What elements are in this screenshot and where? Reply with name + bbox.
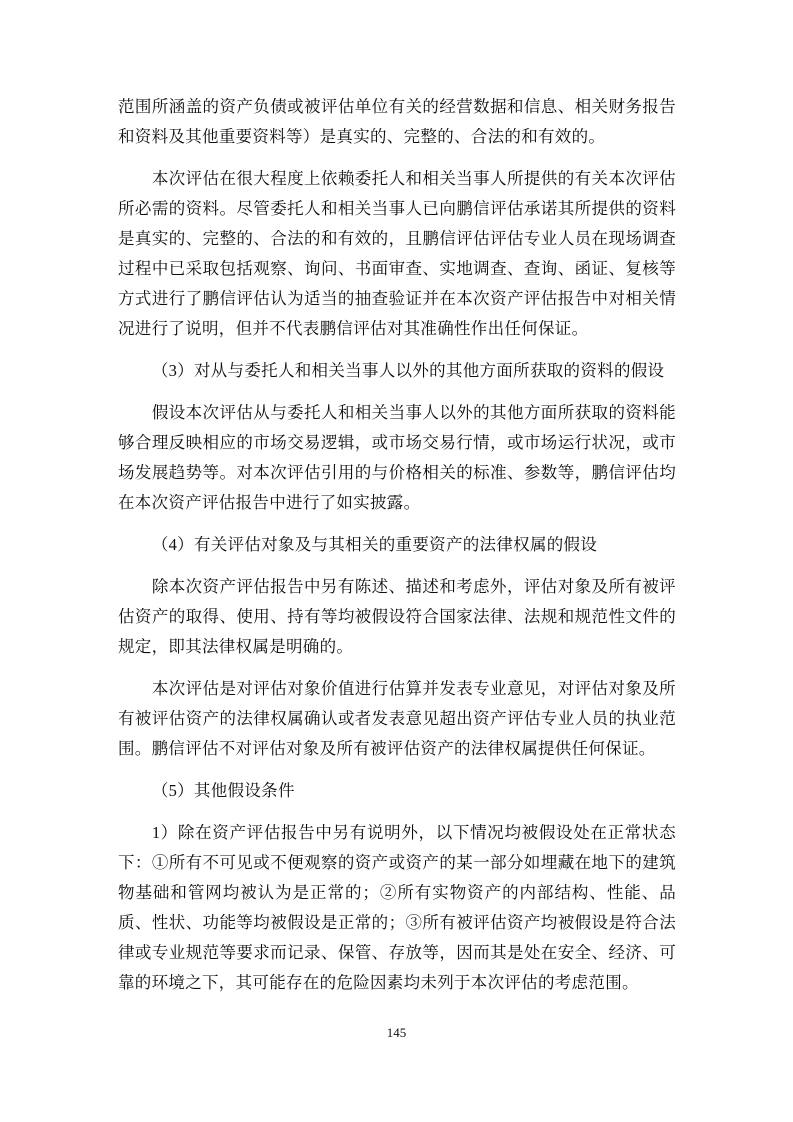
section-heading-3: （3）对从与委托人和相关当事人以外的其他方面所获取的资料的假设: [151, 361, 665, 380]
paragraph-other-assumptions: 1）除在资产评估报告中另有说明外，以下情况均被假设处在正常状态下：①所有不可见或不便观察的资产或资产的某一部分如埋藏在地下的建筑物基础和管网均被认为是正常的；②所有实物资产的内部结构、性能、品质、性状、功能等均被假设是正常的；③所有被评估资产均被假设是符合法律或专业规范等要求而记录、保管、存放等，因而其是处在安全、经济、可靠的环境之下，其可能存在的危险因素均未列于本次评估的考虑范围。: [118, 823, 676, 992]
document-body: [118, 92, 676, 998]
page-number: 145: [386, 1025, 407, 1040]
paragraph-continuation: 范围所涵盖的资产负债或被评估单位有关的经营数据和信息、相关财务报告和资料及其他重要资料等）是真实的、完整的、合法的和有效的。: [118, 97, 676, 146]
paragraph-legal-ownership-assumption: 除本次资产评估报告中另有陈述、描述和考虑外，评估对象及所有被评估资产的取得、使用、持有等均被假设符合国家法律、法规和规范性文件的规定，即其法律权属是明确的。: [118, 577, 676, 656]
page-footer: [0, 1024, 793, 1042]
paragraph-reliance-on-materials: 本次评估在很大程度上依赖委托人和相关当事人所提供的有关本次评估所必需的资料。尽管委托人和相关当事人已向鹏信评估承诺其所提供的资料是真实的、完整的、合法的和有效的，且鹏信评估评估专业人员在现场调查过程中已采取包括观察、询问、书面审查、实地调查、查询、函证、复核等方式进行了鹏信评估认为适当的抽查验证并在本次资产评估报告中对相关情况进行了说明，但并不代表鹏信评估对其准确性作出任何保证。: [118, 169, 676, 338]
section-heading-4: （4）有关评估对象及与其相关的重要资产的法律权属的假设: [151, 535, 598, 554]
paragraph-legal-ownership-disclaimer: 本次评估是对评估对象价值进行估算并发表专业意见，对评估对象及所有被评估资产的法律权属确认或者发表意见超出资产评估专业人员的执业范围。鹏信评估不对评估对象及所有被评估资产的法律权属提供任何保证。: [118, 679, 676, 758]
paragraph-third-party-materials: 假设本次评估从与委托人和相关当事人以外的其他方面所获取的资料能够合理反映相应的市场交易逻辑，或市场交易行情，或市场运行状况，或市场发展趋势等。对本次评估引用的与价格相关的标准、参数等，鹏信评估均在本次资产评估报告中进行了如实披露。: [118, 403, 676, 512]
section-heading-5: （5）其他假设条件: [151, 781, 295, 800]
